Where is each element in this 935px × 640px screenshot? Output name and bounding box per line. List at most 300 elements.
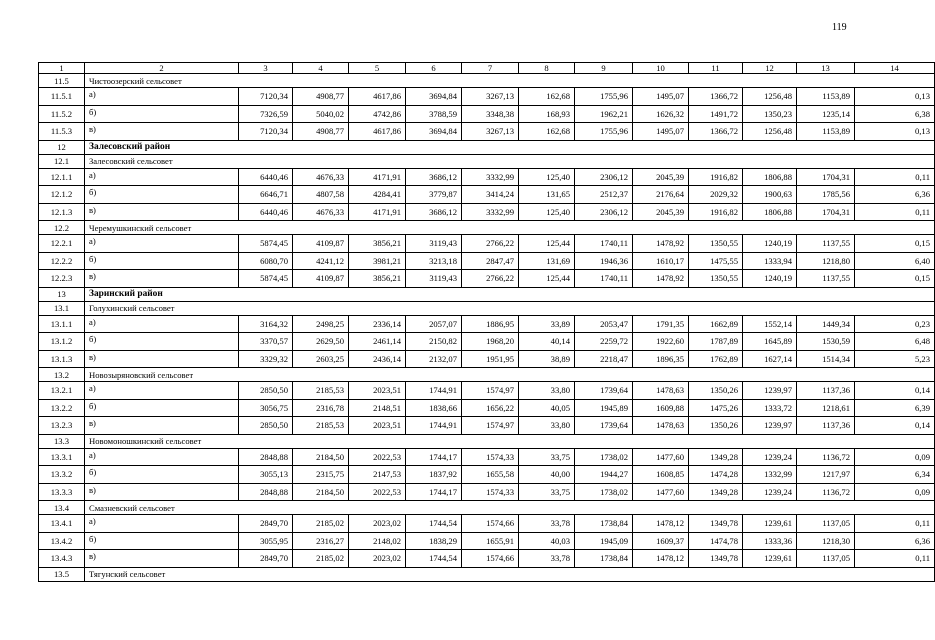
value-cell: 1968,20: [462, 333, 519, 351]
value-cell: 1217,97: [797, 466, 855, 484]
value-cell: 3267,13: [462, 88, 519, 106]
table-row: [39, 515, 935, 533]
value-cell: 1477,60: [633, 483, 689, 501]
value-cell: 2185,02: [293, 515, 349, 533]
table-row: [39, 203, 935, 221]
value-cell: 2848,88: [239, 483, 293, 501]
row-id-cell: 13.1.1: [39, 315, 85, 333]
value-cell: 1491,72: [689, 105, 743, 123]
value-cell: 6,40: [855, 252, 935, 270]
value-cell: 3348,38: [462, 105, 519, 123]
value-cell: 1609,88: [633, 399, 689, 417]
table-row: [39, 550, 935, 568]
row-label-cell: а): [85, 382, 239, 400]
value-cell: 4908,77: [293, 88, 349, 106]
value-cell: 1474,28: [689, 466, 743, 484]
table-row: [39, 315, 935, 333]
value-cell: 4109,87: [293, 235, 349, 253]
row-label-cell: в): [85, 123, 239, 141]
value-cell: 1218,30: [797, 532, 855, 550]
table-row: [39, 483, 935, 501]
value-cell: 1838,29: [406, 532, 462, 550]
value-cell: 1136,72: [797, 448, 855, 466]
value-cell: 2022,53: [349, 483, 406, 501]
value-cell: 1552,14: [743, 315, 797, 333]
value-cell: 1137,05: [797, 515, 855, 533]
value-cell: 1610,17: [633, 252, 689, 270]
value-cell: 1946,36: [575, 252, 633, 270]
value-cell: 2147,53: [349, 466, 406, 484]
column-number-cell: 2: [85, 63, 239, 74]
value-cell: 1256,48: [743, 88, 797, 106]
value-cell: 1609,37: [633, 532, 689, 550]
section-id-cell: 13.2: [39, 368, 85, 382]
row-label-cell: в): [85, 203, 239, 221]
value-cell: 1922,60: [633, 333, 689, 351]
row-id-cell: 13.2.3: [39, 417, 85, 435]
settlement-header-row: [39, 368, 935, 382]
value-cell: 1740,11: [575, 270, 633, 288]
value-cell: 1366,72: [689, 123, 743, 141]
value-cell: 2218,47: [575, 350, 633, 368]
value-cell: 3788,59: [406, 105, 462, 123]
value-cell: 4908,77: [293, 123, 349, 141]
value-cell: 2461,14: [349, 333, 406, 351]
value-cell: 1704,31: [797, 168, 855, 186]
value-cell: 0,09: [855, 448, 935, 466]
value-cell: 1240,19: [743, 270, 797, 288]
value-cell: 125,40: [519, 168, 575, 186]
section-id-cell: 13.4: [39, 501, 85, 515]
value-cell: 4676,33: [293, 203, 349, 221]
value-cell: 1916,82: [689, 168, 743, 186]
value-cell: 2849,70: [239, 515, 293, 533]
column-number-cell: 3: [239, 63, 293, 74]
value-cell: 1333,94: [743, 252, 797, 270]
value-cell: 1478,12: [633, 550, 689, 568]
value-cell: 6440,46: [239, 203, 293, 221]
value-cell: 2850,50: [239, 382, 293, 400]
table-row: [39, 105, 935, 123]
table-row: [39, 399, 935, 417]
value-cell: 2057,07: [406, 315, 462, 333]
value-cell: 1478,63: [633, 417, 689, 435]
value-cell: 1787,89: [689, 333, 743, 351]
table-row: [39, 168, 935, 186]
row-label-cell: а): [85, 515, 239, 533]
table-row: [39, 532, 935, 550]
value-cell: 6,48: [855, 333, 935, 351]
value-cell: 1218,61: [797, 399, 855, 417]
value-cell: 1574,33: [462, 448, 519, 466]
value-cell: 1738,84: [575, 550, 633, 568]
section-id-cell: 13.3: [39, 434, 85, 448]
row-id-cell: 11.5.2: [39, 105, 85, 123]
value-cell: 40,00: [519, 466, 575, 484]
value-cell: 0,13: [855, 88, 935, 106]
value-cell: 1762,89: [689, 350, 743, 368]
value-cell: 1574,97: [462, 417, 519, 435]
settlement-title: Тягунский сельсовет: [85, 567, 935, 581]
value-cell: 3329,32: [239, 350, 293, 368]
value-cell: 1350,26: [689, 382, 743, 400]
value-cell: 4284,41: [349, 186, 406, 204]
value-cell: 1785,56: [797, 186, 855, 204]
row-label-cell: в): [85, 270, 239, 288]
value-cell: 4171,91: [349, 168, 406, 186]
value-cell: 1574,66: [462, 550, 519, 568]
value-cell: 1137,55: [797, 270, 855, 288]
value-cell: 4742,86: [349, 105, 406, 123]
row-id-cell: 13.1.2: [39, 333, 85, 351]
settlement-title: Новомоношкинский сельсовет: [85, 434, 935, 448]
value-cell: 1896,35: [633, 350, 689, 368]
settlement-title: Чистоозерский сельсовет: [85, 74, 935, 88]
row-id-cell: 13.2.2: [39, 399, 85, 417]
row-id-cell: 13.4.1: [39, 515, 85, 533]
value-cell: 0,15: [855, 235, 935, 253]
value-cell: 1366,72: [689, 88, 743, 106]
value-cell: 1806,88: [743, 168, 797, 186]
row-label-cell: б): [85, 532, 239, 550]
table-row: [39, 382, 935, 400]
table-row: [39, 333, 935, 351]
value-cell: 0,14: [855, 417, 935, 435]
settlement-header-row: [39, 154, 935, 168]
value-cell: 33,89: [519, 315, 575, 333]
value-cell: 5040,02: [293, 105, 349, 123]
value-cell: 5874,45: [239, 235, 293, 253]
value-cell: 162,68: [519, 88, 575, 106]
row-id-cell: 13.4.2: [39, 532, 85, 550]
row-label-cell: а): [85, 235, 239, 253]
value-cell: 7120,34: [239, 123, 293, 141]
value-cell: 1478,92: [633, 235, 689, 253]
value-cell: 131,69: [519, 252, 575, 270]
column-number-cell: 12: [743, 63, 797, 74]
settlement-header-row: [39, 434, 935, 448]
value-cell: 6080,70: [239, 252, 293, 270]
value-cell: 4676,33: [293, 168, 349, 186]
section-id-cell: 13: [39, 287, 85, 301]
value-cell: 4241,12: [293, 252, 349, 270]
value-cell: 2148,02: [349, 532, 406, 550]
value-cell: 1738,84: [575, 515, 633, 533]
section-id-cell: 13.5: [39, 567, 85, 581]
value-cell: 5874,45: [239, 270, 293, 288]
value-cell: 1574,97: [462, 382, 519, 400]
row-label-cell: б): [85, 252, 239, 270]
value-cell: 1239,24: [743, 483, 797, 501]
value-cell: 1838,66: [406, 399, 462, 417]
value-cell: 3686,12: [406, 168, 462, 186]
value-cell: 1744,17: [406, 483, 462, 501]
value-cell: 0,11: [855, 550, 935, 568]
value-cell: 2850,50: [239, 417, 293, 435]
value-cell: 125,44: [519, 270, 575, 288]
district-title: Залесовский район: [85, 140, 935, 154]
value-cell: 3119,43: [406, 235, 462, 253]
district-header-row: [39, 287, 935, 301]
value-cell: 1530,59: [797, 333, 855, 351]
row-label-cell: б): [85, 466, 239, 484]
value-cell: 1349,28: [689, 448, 743, 466]
settlement-title: Смазневский сельсовет: [85, 501, 935, 515]
section-id-cell: 12.2: [39, 221, 85, 235]
value-cell: 2022,53: [349, 448, 406, 466]
settlement-title: Черемушкинский сельсовет: [85, 221, 935, 235]
column-number-cell: 6: [406, 63, 462, 74]
settlement-header-row: [39, 301, 935, 315]
value-cell: 2148,51: [349, 399, 406, 417]
value-cell: 1349,78: [689, 550, 743, 568]
value-cell: 0,23: [855, 315, 935, 333]
row-label-cell: а): [85, 448, 239, 466]
value-cell: 40,03: [519, 532, 575, 550]
value-cell: 2023,51: [349, 382, 406, 400]
value-cell: 3056,75: [239, 399, 293, 417]
value-cell: 1740,11: [575, 235, 633, 253]
row-id-cell: 12.2.1: [39, 235, 85, 253]
value-cell: 2306,12: [575, 203, 633, 221]
table-row: [39, 186, 935, 204]
value-cell: 6,36: [855, 186, 935, 204]
value-cell: 1944,27: [575, 466, 633, 484]
value-cell: 1349,78: [689, 515, 743, 533]
value-cell: 3267,13: [462, 123, 519, 141]
row-id-cell: 13.3.3: [39, 483, 85, 501]
value-cell: 3694,84: [406, 88, 462, 106]
value-cell: 125,40: [519, 203, 575, 221]
value-cell: 6,36: [855, 532, 935, 550]
row-id-cell: 12.1.1: [39, 168, 85, 186]
value-cell: 0,11: [855, 515, 935, 533]
value-cell: 1239,24: [743, 448, 797, 466]
column-number-cell: 1: [39, 63, 85, 74]
value-cell: 1704,31: [797, 203, 855, 221]
value-cell: 33,75: [519, 483, 575, 501]
value-cell: 33,75: [519, 448, 575, 466]
column-number-cell: 8: [519, 63, 575, 74]
value-cell: 1744,91: [406, 382, 462, 400]
value-cell: 1333,72: [743, 399, 797, 417]
value-cell: 2176,64: [633, 186, 689, 204]
value-cell: 2045,39: [633, 203, 689, 221]
value-cell: 2023,51: [349, 417, 406, 435]
row-label-cell: в): [85, 483, 239, 501]
value-cell: 1655,58: [462, 466, 519, 484]
value-cell: 1916,82: [689, 203, 743, 221]
value-cell: 3332,99: [462, 168, 519, 186]
value-cell: 1574,66: [462, 515, 519, 533]
row-label-cell: в): [85, 350, 239, 368]
value-cell: 1626,32: [633, 105, 689, 123]
value-cell: 1475,26: [689, 399, 743, 417]
value-cell: 168,93: [519, 105, 575, 123]
value-cell: 1235,14: [797, 105, 855, 123]
value-cell: 1608,85: [633, 466, 689, 484]
value-cell: 33,80: [519, 382, 575, 400]
district-header-row: [39, 140, 935, 154]
value-cell: 3414,24: [462, 186, 519, 204]
value-cell: 1791,35: [633, 315, 689, 333]
value-cell: 2316,27: [293, 532, 349, 550]
value-cell: 1627,14: [743, 350, 797, 368]
value-cell: 1218,80: [797, 252, 855, 270]
table-row: [39, 88, 935, 106]
value-cell: 1656,22: [462, 399, 519, 417]
value-cell: 1738,02: [575, 448, 633, 466]
value-cell: 2847,47: [462, 252, 519, 270]
row-id-cell: 13.2.1: [39, 382, 85, 400]
tariff-table: [38, 62, 935, 582]
column-number-cell: 11: [689, 63, 743, 74]
value-cell: 0,15: [855, 270, 935, 288]
value-cell: 3856,21: [349, 270, 406, 288]
value-cell: 38,89: [519, 350, 575, 368]
value-cell: 3055,13: [239, 466, 293, 484]
value-cell: 1349,28: [689, 483, 743, 501]
value-cell: 131,65: [519, 186, 575, 204]
section-id-cell: 11.5: [39, 74, 85, 88]
row-label-cell: б): [85, 186, 239, 204]
value-cell: 1744,91: [406, 417, 462, 435]
value-cell: 1806,88: [743, 203, 797, 221]
value-cell: 1514,34: [797, 350, 855, 368]
column-number-cell: 4: [293, 63, 349, 74]
settlement-header-row: [39, 74, 935, 88]
value-cell: 3213,18: [406, 252, 462, 270]
section-id-cell: 13.1: [39, 301, 85, 315]
value-cell: 3119,43: [406, 270, 462, 288]
value-cell: 5,23: [855, 350, 935, 368]
row-id-cell: 13.1.3: [39, 350, 85, 368]
row-id-cell: 13.3.2: [39, 466, 85, 484]
value-cell: 1137,55: [797, 235, 855, 253]
settlement-header-row: [39, 221, 935, 235]
value-cell: 2766,22: [462, 235, 519, 253]
column-number-cell: 10: [633, 63, 689, 74]
value-cell: 4807,58: [293, 186, 349, 204]
value-cell: 1738,02: [575, 483, 633, 501]
value-cell: 4171,91: [349, 203, 406, 221]
value-cell: 7326,59: [239, 105, 293, 123]
row-label-cell: а): [85, 88, 239, 106]
table-row: [39, 448, 935, 466]
value-cell: 1945,89: [575, 399, 633, 417]
value-cell: 2185,53: [293, 417, 349, 435]
value-cell: 1350,55: [689, 235, 743, 253]
section-id-cell: 12.1: [39, 154, 85, 168]
value-cell: 1744,54: [406, 515, 462, 533]
column-number-cell: 13: [797, 63, 855, 74]
value-cell: 2603,25: [293, 350, 349, 368]
value-cell: 1495,07: [633, 88, 689, 106]
value-cell: 40,05: [519, 399, 575, 417]
value-cell: 2498,25: [293, 315, 349, 333]
value-cell: 3055,95: [239, 532, 293, 550]
value-cell: 6,38: [855, 105, 935, 123]
table-row: [39, 350, 935, 368]
value-cell: 1137,36: [797, 382, 855, 400]
value-cell: 1239,97: [743, 417, 797, 435]
value-cell: 3686,12: [406, 203, 462, 221]
value-cell: 2512,37: [575, 186, 633, 204]
value-cell: 2259,72: [575, 333, 633, 351]
value-cell: 1137,36: [797, 417, 855, 435]
column-number-cell: 14: [855, 63, 935, 74]
column-number-cell: 9: [575, 63, 633, 74]
district-title: Заринский район: [85, 287, 935, 301]
settlement-header-row: [39, 501, 935, 515]
value-cell: 2848,88: [239, 448, 293, 466]
value-cell: 0,09: [855, 483, 935, 501]
value-cell: 1449,34: [797, 315, 855, 333]
value-cell: 1900,63: [743, 186, 797, 204]
settlement-title: Голухинский сельсовет: [85, 301, 935, 315]
table-row: [39, 235, 935, 253]
value-cell: 33,80: [519, 417, 575, 435]
value-cell: 1655,91: [462, 532, 519, 550]
settlement-header-row: [39, 567, 935, 581]
value-cell: 1475,55: [689, 252, 743, 270]
value-cell: 2315,75: [293, 466, 349, 484]
table-row: [39, 252, 935, 270]
table-row: [39, 466, 935, 484]
value-cell: 1755,96: [575, 123, 633, 141]
value-cell: 1256,48: [743, 123, 797, 141]
value-cell: 1945,09: [575, 532, 633, 550]
value-cell: 4617,86: [349, 88, 406, 106]
value-cell: 0,14: [855, 382, 935, 400]
value-cell: 6,39: [855, 399, 935, 417]
value-cell: 4109,87: [293, 270, 349, 288]
table-row: [39, 270, 935, 288]
value-cell: 3332,99: [462, 203, 519, 221]
value-cell: 1478,63: [633, 382, 689, 400]
value-cell: 1478,92: [633, 270, 689, 288]
page-number: 119: [832, 22, 847, 33]
value-cell: 1886,95: [462, 315, 519, 333]
column-number-row: [39, 63, 935, 74]
value-cell: 1951,95: [462, 350, 519, 368]
row-id-cell: 12.2.3: [39, 270, 85, 288]
value-cell: 6646,71: [239, 186, 293, 204]
value-cell: 1662,89: [689, 315, 743, 333]
row-label-cell: б): [85, 333, 239, 351]
value-cell: 1755,96: [575, 88, 633, 106]
value-cell: 2023,02: [349, 550, 406, 568]
value-cell: 2184,50: [293, 483, 349, 501]
value-cell: 2849,70: [239, 550, 293, 568]
settlement-title: Новозыряновский сельсовет: [85, 368, 935, 382]
value-cell: 3981,21: [349, 252, 406, 270]
column-number-cell: 7: [462, 63, 519, 74]
value-cell: 1645,89: [743, 333, 797, 351]
value-cell: 2132,07: [406, 350, 462, 368]
value-cell: 40,14: [519, 333, 575, 351]
column-number-cell: 5: [349, 63, 406, 74]
value-cell: 33,78: [519, 550, 575, 568]
value-cell: 1136,72: [797, 483, 855, 501]
value-cell: 1153,89: [797, 123, 855, 141]
value-cell: 2316,78: [293, 399, 349, 417]
table-row: [39, 417, 935, 435]
value-cell: 2629,50: [293, 333, 349, 351]
value-cell: 1137,05: [797, 550, 855, 568]
row-id-cell: 12.1.2: [39, 186, 85, 204]
row-label-cell: в): [85, 417, 239, 435]
